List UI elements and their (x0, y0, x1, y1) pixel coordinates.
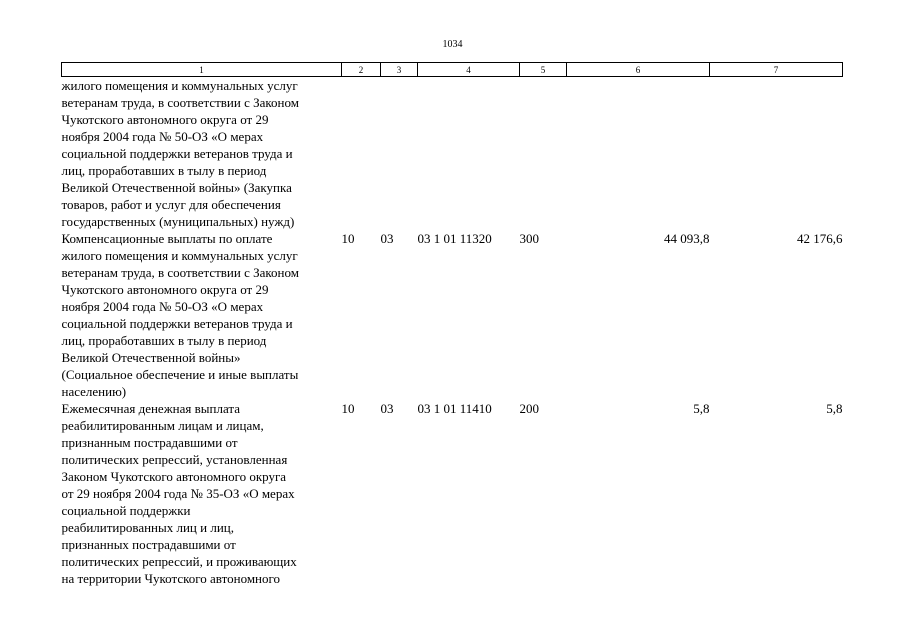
description-line: Компенсационные выплаты по оплате (61, 231, 273, 246)
description-line: Законом Чукотского автономного округа (61, 469, 287, 484)
subsection-code: 03 (380, 401, 394, 416)
description-line: ветеранам труда, в соответствии с Законом (61, 265, 299, 280)
description-line: жилого помещения и коммунальных услуг (61, 78, 298, 93)
description-line: товаров, работ и услуг для обеспечения (61, 197, 281, 212)
budget-table (61, 62, 843, 587)
amount-col7: 42 176,6 (797, 231, 843, 246)
target-article-code: 03 1 01 11410 (417, 401, 492, 416)
header-row (62, 63, 843, 77)
description-line: жилого помещения и коммунальных услуг (61, 248, 298, 263)
description-line: лиц, проработавших в тылу в период (61, 163, 267, 178)
description-line: ветеранам труда, в соответствии с Законом (61, 95, 299, 110)
expense-type-code: 300 (519, 231, 539, 246)
section-code (342, 77, 381, 231)
description-line: лиц, проработавших в тылу в период (61, 333, 267, 348)
description-line: Чукотского автономного округа от 29 (61, 112, 269, 127)
row-description (62, 230, 342, 400)
expense-type-code (520, 77, 567, 231)
description-line: (Социальное обеспечение и иные выплаты (61, 367, 299, 382)
column-header-2: 2 (342, 63, 381, 77)
description-line: населению) (61, 384, 127, 399)
expense-type-code: 200 (519, 401, 539, 416)
description-line: Великой Отечественной войны» (Закупка (61, 180, 292, 195)
description-line: признанных пострадавшими от (61, 537, 236, 552)
description-line: государственных (муниципальных) нужд) (61, 214, 295, 229)
description-line: Ежемесячная денежная выплата (61, 401, 240, 416)
subsection-code: 03 (380, 231, 394, 246)
description-line: реабилитированным лицам и лицам, (61, 418, 264, 433)
description-line: признанным пострадавшими от (61, 435, 238, 450)
table-body (62, 77, 843, 588)
target-article-code: 03 1 01 11320 (417, 231, 492, 246)
column-header-1: 1 (62, 63, 342, 77)
table-row (62, 77, 843, 231)
page-number: 1034 (442, 39, 463, 50)
table-row (62, 230, 843, 400)
description-line: Великой Отечественной войны» (61, 350, 241, 365)
table-row (62, 400, 843, 587)
description-line: ноября 2004 года № 50-ОЗ «О мерах (61, 129, 264, 144)
row-description (62, 77, 342, 231)
row-description (62, 400, 342, 587)
description-line: ноября 2004 года № 50-ОЗ «О мерах (61, 299, 264, 314)
amount-col6 (567, 77, 710, 231)
amount-col6: 5,8 (693, 401, 710, 416)
column-header-5: 5 (520, 63, 567, 77)
description-line: социальной поддержки (61, 503, 191, 518)
column-header-7: 7 (710, 63, 843, 77)
amount-col7: 5,8 (826, 401, 843, 416)
description-line: на территории Чукотского автономного (61, 571, 281, 586)
description-line: от 29 ноября 2004 года № 35-ОЗ «О мерах (61, 486, 295, 501)
subsection-code (381, 77, 418, 231)
section-code: 10 (341, 401, 355, 416)
description-line: социальной поддержки ветеранов труда и (61, 146, 293, 161)
description-line: политических репрессий, установленная (61, 452, 288, 467)
column-header-4: 4 (418, 63, 520, 77)
target-article-code (418, 77, 520, 231)
column-header-6: 6 (567, 63, 710, 77)
amount-col7 (710, 77, 843, 231)
table-header (62, 63, 843, 77)
section-code: 10 (341, 231, 355, 246)
column-header-3: 3 (381, 63, 418, 77)
description-line: политических репрессий, и проживающих (61, 554, 297, 569)
description-line: социальной поддержки ветеранов труда и (61, 316, 293, 331)
amount-col6: 44 093,8 (664, 231, 710, 246)
description-line: реабилитированных лиц и лиц, (61, 520, 234, 535)
description-line: Чукотского автономного округа от 29 (61, 282, 269, 297)
